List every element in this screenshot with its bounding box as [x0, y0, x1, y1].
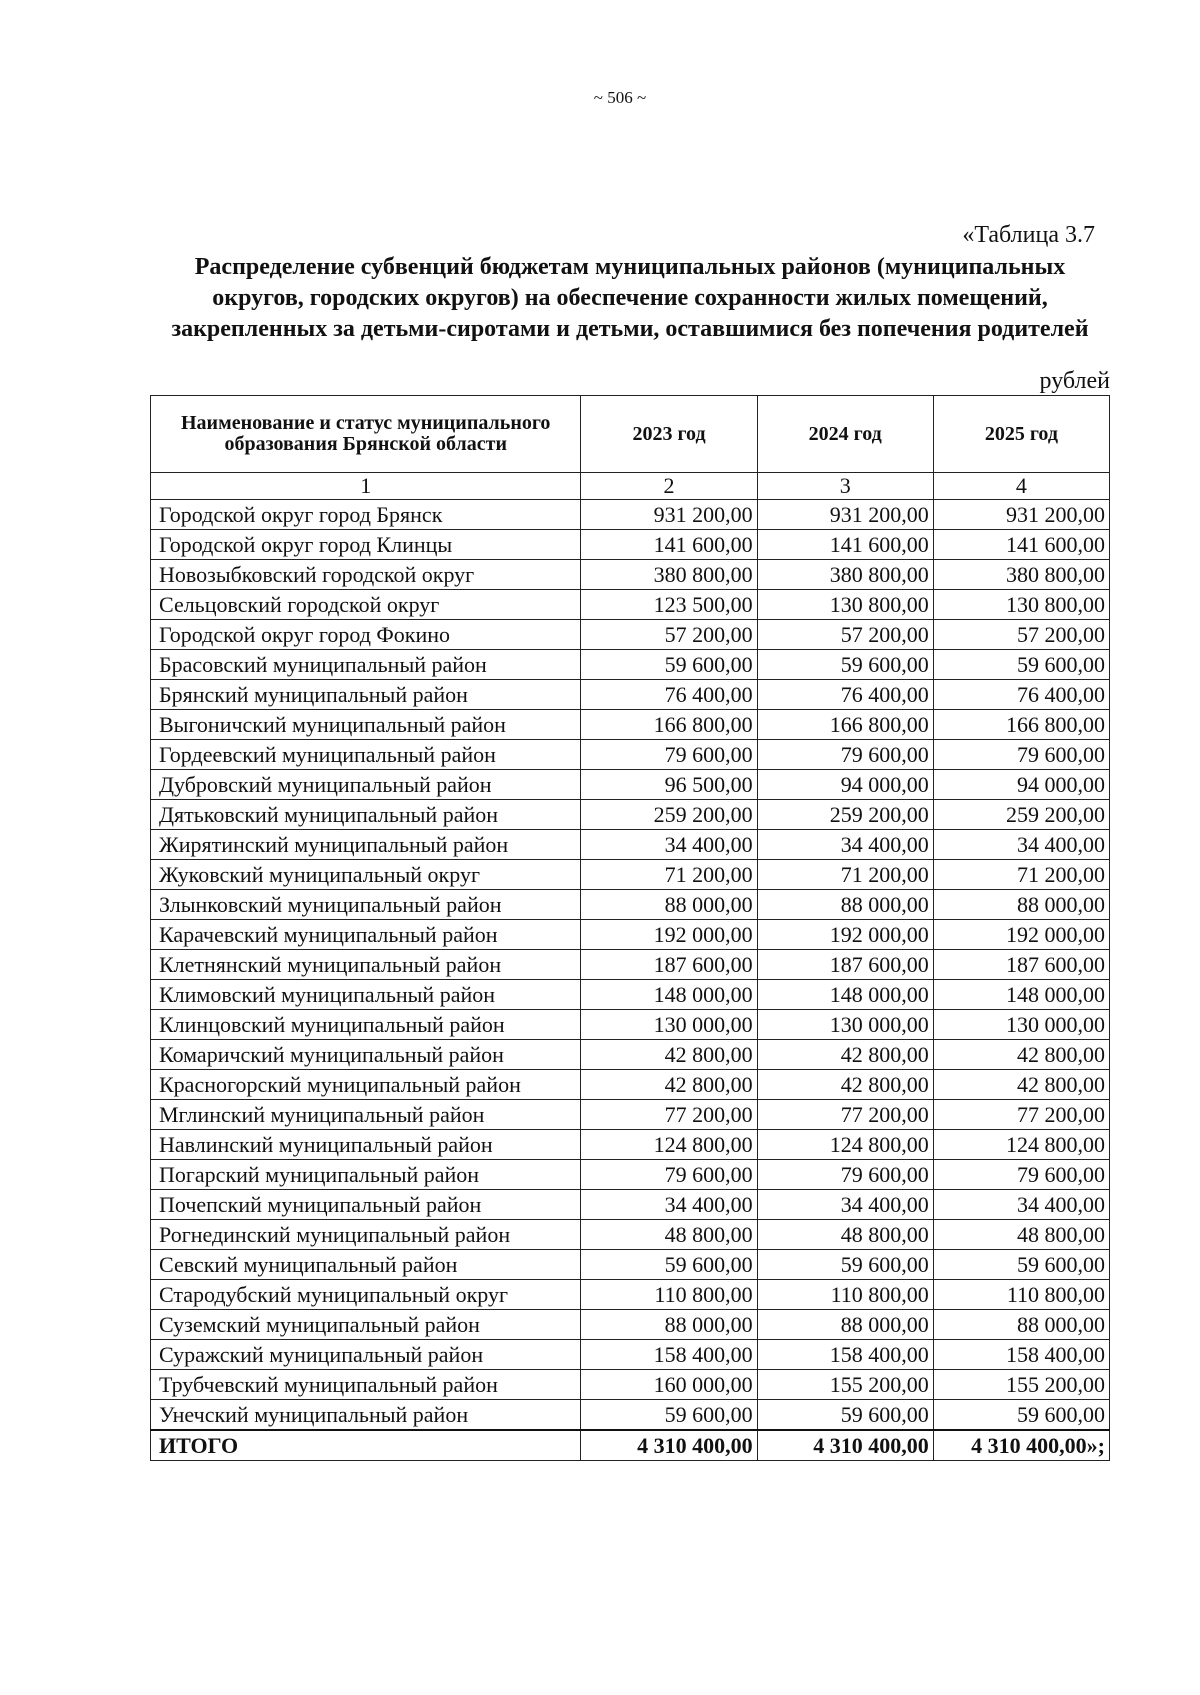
- value-2023: 141 600,00: [581, 530, 757, 560]
- value-2023: 59 600,00: [581, 650, 757, 680]
- table-row: [151, 800, 1110, 830]
- value-2023: 88 000,00: [581, 1310, 757, 1340]
- value-2023: 380 800,00: [581, 560, 757, 590]
- municipality-name: Сельцовский городской округ: [151, 590, 581, 620]
- value-2025: 158 400,00: [933, 1340, 1109, 1370]
- municipality-name: Погарский муниципальный район: [151, 1160, 581, 1190]
- table-row: [151, 590, 1110, 620]
- value-2024: 42 800,00: [757, 1070, 933, 1100]
- value-2023: 192 000,00: [581, 920, 757, 950]
- value-2024: 94 000,00: [757, 770, 933, 800]
- value-2025: 155 200,00: [933, 1370, 1109, 1400]
- value-2023: 59 600,00: [581, 1400, 757, 1431]
- municipality-name: Выгоничский муниципальный район: [151, 710, 581, 740]
- column-number: 4: [933, 473, 1109, 500]
- value-2024: 88 000,00: [757, 890, 933, 920]
- value-2024: 155 200,00: [757, 1370, 933, 1400]
- value-2023: 57 200,00: [581, 620, 757, 650]
- column-number-row: [151, 473, 1110, 500]
- value-2023: 160 000,00: [581, 1370, 757, 1400]
- municipality-name: Комаричский муниципальный район: [151, 1040, 581, 1070]
- value-2023: 77 200,00: [581, 1100, 757, 1130]
- table-row: [151, 980, 1110, 1010]
- value-2024: 148 000,00: [757, 980, 933, 1010]
- value-2025: 141 600,00: [933, 530, 1109, 560]
- table-label: «Таблица 3.7: [962, 222, 1095, 248]
- municipality-name: Климовский муниципальный район: [151, 980, 581, 1010]
- table-row: [151, 830, 1110, 860]
- value-2023: 166 800,00: [581, 710, 757, 740]
- column-number: 1: [151, 473, 581, 500]
- table-row: [151, 920, 1110, 950]
- value-2025: 130 000,00: [933, 1010, 1109, 1040]
- municipality-name: Суражский муниципальный район: [151, 1340, 581, 1370]
- municipality-name: Рогнединский муниципальный район: [151, 1220, 581, 1250]
- value-2024: 71 200,00: [757, 860, 933, 890]
- value-2024: 76 400,00: [757, 680, 933, 710]
- value-2023: 123 500,00: [581, 590, 757, 620]
- value-2024: 141 600,00: [757, 530, 933, 560]
- value-2023: 148 000,00: [581, 980, 757, 1010]
- value-2023: 110 800,00: [581, 1280, 757, 1310]
- value-2023: 42 800,00: [581, 1070, 757, 1100]
- value-2023: 187 600,00: [581, 950, 757, 980]
- value-2025: 166 800,00: [933, 710, 1109, 740]
- value-2025: 71 200,00: [933, 860, 1109, 890]
- municipality-name: Городской округ город Фокино: [151, 620, 581, 650]
- value-2024: 187 600,00: [757, 950, 933, 980]
- value-2024: 166 800,00: [757, 710, 933, 740]
- municipality-name: Трубчевский муниципальный район: [151, 1370, 581, 1400]
- table-row: [151, 1250, 1110, 1280]
- value-2023: 4 310 400,00: [581, 1430, 757, 1461]
- value-2025: 110 800,00: [933, 1280, 1109, 1310]
- value-2025: 48 800,00: [933, 1220, 1109, 1250]
- municipality-name: Карачевский муниципальный район: [151, 920, 581, 950]
- value-2024: 4 310 400,00: [757, 1430, 933, 1461]
- value-2023: 48 800,00: [581, 1220, 757, 1250]
- value-2025: 192 000,00: [933, 920, 1109, 950]
- value-2025: 931 200,00: [933, 500, 1109, 530]
- value-2023: 96 500,00: [581, 770, 757, 800]
- value-2024: 59 600,00: [757, 1250, 933, 1280]
- table-row: [151, 1310, 1110, 1340]
- table-row: [151, 890, 1110, 920]
- municipality-name: Городской округ город Клинцы: [151, 530, 581, 560]
- table-row: [151, 950, 1110, 980]
- value-2024: 110 800,00: [757, 1280, 933, 1310]
- table-body: [151, 500, 1110, 1461]
- table-row: [151, 530, 1110, 560]
- value-2025: 42 800,00: [933, 1040, 1109, 1070]
- table-row: [151, 770, 1110, 800]
- value-2025: 77 200,00: [933, 1100, 1109, 1130]
- table-row: [151, 1130, 1110, 1160]
- value-2024: 79 600,00: [757, 1160, 933, 1190]
- value-2025: 34 400,00: [933, 830, 1109, 860]
- value-2024: 931 200,00: [757, 500, 933, 530]
- value-2024: 42 800,00: [757, 1040, 933, 1070]
- table-row: [151, 710, 1110, 740]
- municipality-name: Брянский муниципальный район: [151, 680, 581, 710]
- table-row: [151, 740, 1110, 770]
- units-label: рублей: [1039, 368, 1110, 394]
- value-2025: 88 000,00: [933, 890, 1109, 920]
- table-row: [151, 1340, 1110, 1370]
- municipality-name: Новозыбковский городской округ: [151, 560, 581, 590]
- municipality-name: Мглинский муниципальный район: [151, 1100, 581, 1130]
- value-2025: 79 600,00: [933, 740, 1109, 770]
- municipality-name: Гордеевский муниципальный район: [151, 740, 581, 770]
- value-2024: 130 000,00: [757, 1010, 933, 1040]
- total-row: [151, 1430, 1110, 1461]
- table-row: [151, 1160, 1110, 1190]
- value-2023: 59 600,00: [581, 1250, 757, 1280]
- column-number: 3: [757, 473, 933, 500]
- value-2023: 42 800,00: [581, 1040, 757, 1070]
- municipality-name: Дятьковский муниципальный район: [151, 800, 581, 830]
- municipality-name: Навлинский муниципальный район: [151, 1130, 581, 1160]
- value-2023: 34 400,00: [581, 830, 757, 860]
- table-row: [151, 1040, 1110, 1070]
- header-2024: 2024 год: [757, 396, 933, 473]
- municipality-name: Жуковский муниципальный округ: [151, 860, 581, 890]
- value-2025: 59 600,00: [933, 650, 1109, 680]
- value-2024: 57 200,00: [757, 620, 933, 650]
- value-2023: 76 400,00: [581, 680, 757, 710]
- value-2023: 79 600,00: [581, 1160, 757, 1190]
- value-2024: 124 800,00: [757, 1130, 933, 1160]
- municipality-name: Брасовский муниципальный район: [151, 650, 581, 680]
- value-2023: 124 800,00: [581, 1130, 757, 1160]
- value-2023: 88 000,00: [581, 890, 757, 920]
- municipality-name: Городской округ город Брянск: [151, 500, 581, 530]
- value-2024: 77 200,00: [757, 1100, 933, 1130]
- value-2024: 158 400,00: [757, 1340, 933, 1370]
- value-2024: 259 200,00: [757, 800, 933, 830]
- municipality-name: Суземский муниципальный район: [151, 1310, 581, 1340]
- municipality-name: Злынковский муниципальный район: [151, 890, 581, 920]
- value-2025: 124 800,00: [933, 1130, 1109, 1160]
- value-2024: 192 000,00: [757, 920, 933, 950]
- municipality-name: Стародубский муниципальный округ: [151, 1280, 581, 1310]
- value-2023: 931 200,00: [581, 500, 757, 530]
- value-2023: 158 400,00: [581, 1340, 757, 1370]
- value-2025: 34 400,00: [933, 1190, 1109, 1220]
- table-row: [151, 620, 1110, 650]
- value-2024: 34 400,00: [757, 830, 933, 860]
- value-2024: 48 800,00: [757, 1220, 933, 1250]
- value-2024: 380 800,00: [757, 560, 933, 590]
- header-name: Наименование и статус муниципального образования Брянской области: [151, 396, 581, 473]
- value-2025: 4 310 400,00»;: [933, 1430, 1109, 1461]
- table-row: [151, 1370, 1110, 1400]
- municipality-name: Клинцовский муниципальный район: [151, 1010, 581, 1040]
- value-2024: 59 600,00: [757, 650, 933, 680]
- table-row: [151, 1220, 1110, 1250]
- value-2025: 148 000,00: [933, 980, 1109, 1010]
- subvention-table: [150, 395, 1110, 1461]
- value-2025: 88 000,00: [933, 1310, 1109, 1340]
- value-2024: 88 000,00: [757, 1310, 933, 1340]
- municipality-name: Жирятинский муниципальный район: [151, 830, 581, 860]
- value-2025: 42 800,00: [933, 1070, 1109, 1100]
- municipality-name: Почепский муниципальный район: [151, 1190, 581, 1220]
- value-2023: 259 200,00: [581, 800, 757, 830]
- value-2024: 59 600,00: [757, 1400, 933, 1431]
- value-2024: 130 800,00: [757, 590, 933, 620]
- value-2025: 187 600,00: [933, 950, 1109, 980]
- value-2025: 380 800,00: [933, 560, 1109, 590]
- table-row: [151, 1400, 1110, 1431]
- table-row: [151, 1010, 1110, 1040]
- table-row: [151, 500, 1110, 530]
- table-row: [151, 1190, 1110, 1220]
- municipality-name: Унечский муниципальный район: [151, 1400, 581, 1431]
- page-number: ~ 506 ~: [593, 88, 647, 107]
- municipality-name: ИТОГО: [151, 1430, 581, 1461]
- value-2025: 79 600,00: [933, 1160, 1109, 1190]
- table-row: [151, 1070, 1110, 1100]
- value-2025: 259 200,00: [933, 800, 1109, 830]
- table-title: Распределение субвенций бюджетам муниципальных районов (муниципальных округов, городских округов) на обеспечение сохранности жилых помещений, закрепленных за детьми-сиротами и детьми, оставшимися без попечения родителей: [171, 254, 1089, 342]
- value-2024: 79 600,00: [757, 740, 933, 770]
- table-row: [151, 650, 1110, 680]
- header-2023: 2023 год: [581, 396, 757, 473]
- header-2025: 2025 год: [933, 396, 1109, 473]
- municipality-name: Дубровский муниципальный район: [151, 770, 581, 800]
- value-2025: 59 600,00: [933, 1400, 1109, 1431]
- value-2023: 71 200,00: [581, 860, 757, 890]
- value-2023: 34 400,00: [581, 1190, 757, 1220]
- municipality-name: Красногорский муниципальный район: [151, 1070, 581, 1100]
- value-2025: 94 000,00: [933, 770, 1109, 800]
- header-row: [151, 396, 1110, 473]
- table-row: [151, 860, 1110, 890]
- municipality-name: Севский муниципальный район: [151, 1250, 581, 1280]
- column-number: 2: [581, 473, 757, 500]
- table-row: [151, 560, 1110, 590]
- value-2025: 130 800,00: [933, 590, 1109, 620]
- value-2024: 34 400,00: [757, 1190, 933, 1220]
- table-row: [151, 680, 1110, 710]
- value-2023: 79 600,00: [581, 740, 757, 770]
- value-2025: 59 600,00: [933, 1250, 1109, 1280]
- table-row: [151, 1100, 1110, 1130]
- municipality-name: Клетнянский муниципальный район: [151, 950, 581, 980]
- value-2025: 76 400,00: [933, 680, 1109, 710]
- value-2023: 130 000,00: [581, 1010, 757, 1040]
- value-2025: 57 200,00: [933, 620, 1109, 650]
- table-row: [151, 1280, 1110, 1310]
